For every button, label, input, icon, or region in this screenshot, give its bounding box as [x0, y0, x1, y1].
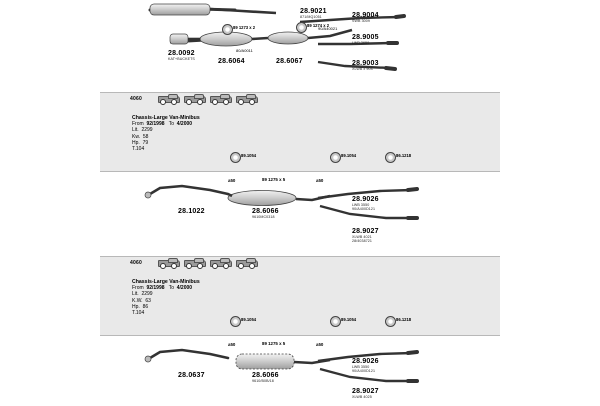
spec-from: 92/1998: [146, 121, 165, 128]
clamp-icon: 86.1218: [385, 152, 396, 163]
spec-key: T.104: [132, 310, 145, 317]
annotation: 89 1275 x 5: [262, 341, 286, 346]
vehicle-icons: [158, 260, 256, 269]
annotation: a50: [228, 178, 236, 183]
part-label: 28.9021 871/MQ1051: [300, 8, 327, 19]
annotation: a50: [316, 178, 324, 183]
spec-val: 58: [142, 133, 149, 140]
part-label: 28.9004 SWB 3009: [352, 12, 379, 23]
part-label: 28.9005 LWB 3659: [352, 34, 379, 45]
van-icon: [158, 96, 178, 105]
van-icon: [184, 260, 204, 269]
part-label: 28.1022: [178, 208, 205, 215]
spec-heading: Chassis-Large Van-Minibus: [132, 279, 200, 285]
spec-val: 63: [145, 297, 151, 304]
part-label: 28.9027 XLWB 4025: [352, 388, 379, 399]
part-label: 28.6066 9610MC0318: [252, 208, 279, 219]
van-icon: [158, 260, 178, 269]
spec-key: Kw.: [132, 133, 141, 140]
spec-block: Chassis-Large Van-Minibus From 92/1998 To 4/2000 Lit. 2299 Kw. 58 Hp. 79 T.104: [132, 115, 200, 153]
van-icon: [236, 260, 256, 269]
spec-block: Chassis-Large Van-Minibus From 92/1998 To 4/2000 Lit. 2299 K.W. 63 Hp. 86 T.104: [132, 279, 200, 317]
spec-key: Lit.: [132, 127, 139, 134]
part-label: 28.9026 LWB 3550 90/A400D121: [352, 358, 379, 373]
exhaust-drawing-middle: [0, 172, 600, 252]
annotation: a50: [228, 342, 236, 347]
van-icon: [184, 96, 204, 105]
vehicle-icons: [158, 96, 256, 105]
part-label: 28.0637: [178, 372, 205, 379]
section-banner-bottom: 4060 Chassis-Large Van-Minibus From 92/1998 To 4/2000 Lit. 2299 K.W. 63 Hp. 86 T.104: [100, 256, 500, 336]
van-icon: [210, 96, 230, 105]
spec-to: 4/2000: [176, 121, 193, 128]
annotation: 90/A40021: [318, 26, 338, 31]
spec-key: Lit.: [132, 291, 139, 298]
spec-key: Hp.: [132, 303, 140, 310]
spec-to: 4/2000: [176, 285, 193, 292]
spec-key: T.104: [132, 146, 145, 153]
clamp-icon: 89 1273 x 2: [222, 24, 233, 35]
part-label: 28.6066 9610/B0B/18: [252, 372, 279, 383]
clamp-icon: 86.1218: [385, 316, 396, 327]
part-label: 28.9003 XLWB x 903: [352, 60, 379, 71]
annotation: a50: [316, 342, 324, 347]
annotation: 89 1275 x 5: [262, 177, 286, 182]
clamp-icon: 89.1054: [330, 152, 341, 163]
clamp-icon: 89.1054: [330, 316, 341, 327]
van-icon: [236, 96, 256, 105]
spec-from: 92/1998: [146, 285, 165, 292]
spec-key: Hp.: [132, 139, 140, 146]
spec-val: 86: [142, 303, 149, 310]
clamp-icon: 89.1054: [230, 152, 241, 163]
clamp-icon: 89.1054: [230, 316, 241, 327]
spec-key: K.W.: [132, 297, 143, 304]
spec-val: 79: [142, 139, 149, 146]
spec-heading: Chassis-Large Van-Minibus: [132, 115, 200, 121]
clamp-icon: 89 1274 x 2: [296, 22, 307, 33]
section-banner-middle: 4060 Chassis-Large Van-Minibus From 92/1998 To 4/2000 Lit. 2299 Kw. 58 Hp. 79 T.104: [100, 92, 500, 172]
van-icon: [210, 260, 230, 269]
annotation: 80/A0011: [236, 48, 253, 53]
part-label: 28.9027 XLWB 4021 28/4038721: [352, 228, 379, 243]
spec-val: 2299: [141, 291, 153, 298]
part-label: 28.6067: [276, 58, 303, 65]
part-label: 28.0092 KAT+BUCKETS: [168, 50, 195, 61]
part-label: 28.6064: [218, 58, 245, 65]
part-label: 28.9026 LWB 3550 90/A400D121: [352, 196, 379, 211]
spec-val: 2299: [141, 127, 153, 134]
exhaust-drawing-bottom: [0, 336, 600, 406]
